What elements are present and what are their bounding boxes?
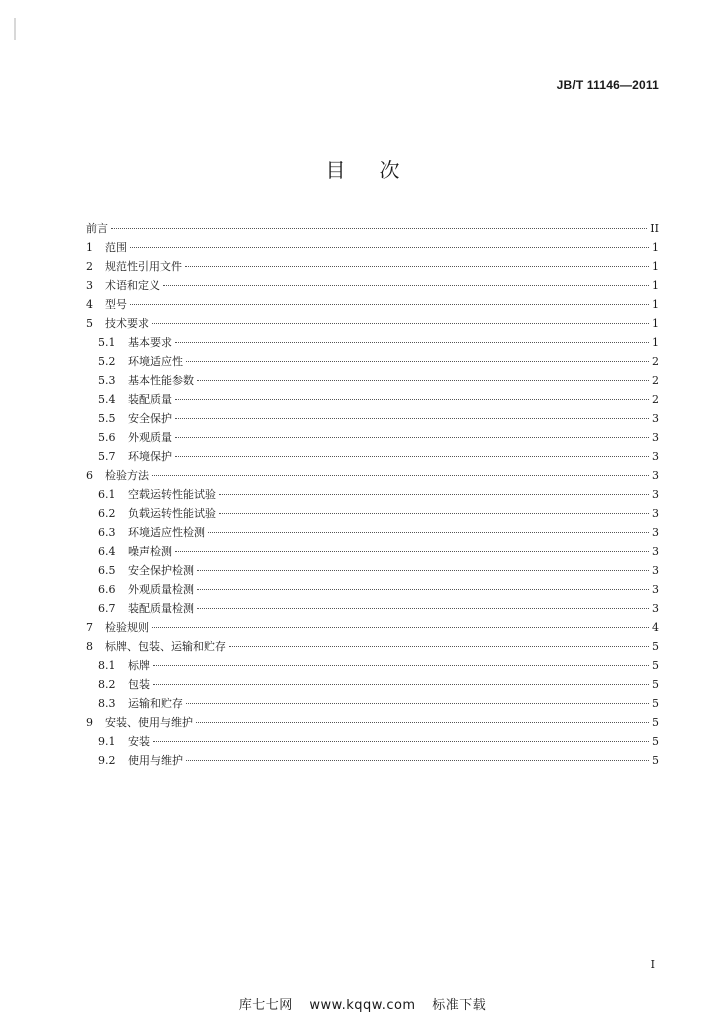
- toc-entry[interactable]: [86, 580, 659, 599]
- toc-dot-leader: [130, 247, 649, 248]
- toc-entry-number: 5.1: [98, 336, 116, 349]
- toc-entry-label: 外观质量: [128, 431, 172, 444]
- toc-entry-page: 3: [652, 469, 659, 482]
- toc-dot-leader: [153, 741, 649, 742]
- toc-entry[interactable]: [86, 295, 659, 314]
- toc-entry-label: 运输和贮存: [128, 697, 183, 710]
- toc-entry-label: 使用与维护: [128, 754, 183, 767]
- toc-entry-label: 空载运转性能试验: [128, 488, 216, 501]
- toc-entry[interactable]: [86, 542, 659, 561]
- toc-entry-page: 3: [652, 431, 659, 444]
- toc-entry-page: 1: [652, 317, 659, 330]
- toc-dot-leader: [111, 228, 647, 229]
- toc-dot-leader: [175, 437, 649, 438]
- toc-entry[interactable]: [86, 694, 659, 713]
- toc-entry-number: 8.2: [98, 678, 116, 691]
- toc-entry-label: 环境适应性: [128, 355, 183, 368]
- toc-dot-leader: [197, 589, 649, 590]
- toc-entry-page: 3: [652, 602, 659, 615]
- toc-entry[interactable]: [86, 751, 659, 770]
- toc-dot-leader: [152, 627, 649, 628]
- toc-entry-number: 9: [86, 716, 93, 729]
- footer-url: www.kqqw.com: [309, 998, 416, 1013]
- toc-dot-leader: [163, 285, 649, 286]
- toc-entry-number: 8: [86, 640, 93, 653]
- toc-entry-number: 5.5: [98, 412, 116, 425]
- toc-entry-number: 1: [86, 241, 93, 254]
- footer-site-name: 库七七网: [238, 998, 293, 1013]
- toc-entry[interactable]: [86, 713, 659, 732]
- toc-entry[interactable]: [86, 276, 659, 295]
- toc-entry[interactable]: [86, 371, 659, 390]
- toc-entry-number: 3: [86, 279, 93, 292]
- scan-artifact: [14, 18, 16, 40]
- footer-watermark: [0, 994, 725, 1013]
- toc-entry-page: 1: [652, 336, 659, 349]
- toc-entry-page: 3: [652, 583, 659, 596]
- toc-entry[interactable]: [86, 352, 659, 371]
- toc-entry-page: 2: [652, 355, 659, 368]
- toc-entry[interactable]: [86, 409, 659, 428]
- toc-entry-page: 5: [652, 754, 659, 767]
- toc-entry-number: 9.1: [98, 735, 116, 748]
- toc-entry-page: 5: [652, 716, 659, 729]
- toc-dot-leader: [130, 304, 649, 305]
- toc-entry-page: II: [650, 222, 659, 235]
- toc-entry-page: 5: [652, 697, 659, 710]
- toc-entry-label: 装配质量检测: [128, 602, 194, 615]
- toc-entry-page: 3: [652, 488, 659, 501]
- standard-code: JB/T 11146—2011: [556, 78, 659, 92]
- toc-entry[interactable]: [86, 599, 659, 618]
- toc-entry-page: 3: [652, 545, 659, 558]
- toc-entry[interactable]: [86, 561, 659, 580]
- toc-entry-number: 6.4: [98, 545, 116, 558]
- toc-entry-label: 范围: [105, 241, 127, 254]
- toc-entry-page: 3: [652, 526, 659, 539]
- toc-dot-leader: [229, 646, 649, 647]
- toc-dot-leader: [186, 703, 649, 704]
- toc-entry-number: 4: [86, 298, 93, 311]
- toc-entry-number: 5: [86, 317, 93, 330]
- toc-dot-leader: [186, 760, 649, 761]
- toc-entry[interactable]: [86, 428, 659, 447]
- toc-entry[interactable]: [86, 485, 659, 504]
- toc-entry-number: 7: [86, 621, 93, 634]
- toc-dot-leader: [153, 665, 649, 666]
- toc-entry-page: 3: [652, 450, 659, 463]
- toc-entry-label: 标牌: [128, 659, 150, 672]
- toc-entry-label: 基本性能参数: [128, 374, 194, 387]
- footer-tagline: 标准下载: [432, 998, 487, 1013]
- toc-entry[interactable]: [86, 504, 659, 523]
- toc-entry-label: 安全保护: [128, 412, 172, 425]
- toc-dot-leader: [152, 475, 649, 476]
- toc-entry-page: 3: [652, 507, 659, 520]
- toc-dot-leader: [196, 722, 649, 723]
- page-number: I: [650, 958, 655, 971]
- toc-entry[interactable]: [86, 637, 659, 656]
- toc-entry-page: 2: [652, 374, 659, 387]
- toc-dot-leader: [219, 513, 649, 514]
- toc-title: 目次: [325, 158, 434, 182]
- toc-entry-number: 9.2: [98, 754, 116, 767]
- toc-entry-number: 6.1: [98, 488, 116, 501]
- toc-entry-label: 安装: [128, 735, 150, 748]
- toc-entry[interactable]: [86, 238, 659, 257]
- toc-entry[interactable]: [86, 447, 659, 466]
- toc-entry[interactable]: [86, 257, 659, 276]
- toc-dot-leader: [153, 684, 649, 685]
- toc-entry-page: 3: [652, 412, 659, 425]
- toc-entry[interactable]: [86, 618, 659, 637]
- toc-dot-leader: [208, 532, 649, 533]
- toc-entry-page: 4: [652, 621, 659, 634]
- toc-entry-number: 8.3: [98, 697, 116, 710]
- toc-dot-leader: [152, 323, 649, 324]
- toc-entry-label: 噪声检测: [128, 545, 172, 558]
- toc-dot-leader: [185, 266, 649, 267]
- toc-entry-page: 2: [652, 393, 659, 406]
- toc-dot-leader: [175, 342, 649, 343]
- toc-dot-leader: [197, 570, 649, 571]
- toc-dot-leader: [175, 399, 649, 400]
- toc-entry-label: 装配质量: [128, 393, 172, 406]
- toc-entry[interactable]: [86, 314, 659, 333]
- toc-entry-number: 6.6: [98, 583, 116, 596]
- toc-entry-label: 安装、使用与维护: [105, 716, 193, 729]
- toc-dot-leader: [186, 361, 649, 362]
- toc-entry-number: 5.3: [98, 374, 116, 387]
- toc-entry-label: 前言: [86, 222, 108, 235]
- toc-entry-label: 检验规则: [105, 621, 149, 634]
- toc-entry-page: 5: [652, 678, 659, 691]
- toc-entry-number: 5.7: [98, 450, 116, 463]
- toc-entry-label: 环境保护: [128, 450, 172, 463]
- toc-entry-label: 包装: [128, 678, 150, 691]
- toc-entry-page: 1: [652, 241, 659, 254]
- toc-entry-label: 外观质量检测: [128, 583, 194, 596]
- toc-dot-leader: [219, 494, 649, 495]
- toc-entry-label: 检验方法: [105, 469, 149, 482]
- toc-entry-label: 标牌、包装、运输和贮存: [105, 640, 226, 653]
- toc-entry-page: 3: [652, 564, 659, 577]
- toc-entry-page: 5: [652, 640, 659, 653]
- toc-entry-number: 8.1: [98, 659, 116, 672]
- toc-entry[interactable]: [86, 466, 659, 485]
- toc-entry-number: 5.6: [98, 431, 116, 444]
- toc-entry-page: 5: [652, 735, 659, 748]
- toc-entry[interactable]: [86, 390, 659, 409]
- toc-entry[interactable]: [86, 219, 659, 238]
- toc-dot-leader: [197, 608, 649, 609]
- toc-dot-leader: [175, 456, 649, 457]
- toc-entry-number: 5.2: [98, 355, 116, 368]
- toc-entry[interactable]: [86, 656, 659, 675]
- toc-entry-number: 2: [86, 260, 93, 273]
- table-of-contents: [86, 219, 659, 770]
- toc-entry[interactable]: [86, 675, 659, 694]
- toc-entry[interactable]: [86, 333, 659, 352]
- toc-entry-number: 6: [86, 469, 93, 482]
- toc-entry-label: 安全保护检测: [128, 564, 194, 577]
- toc-dot-leader: [175, 551, 649, 552]
- toc-entry-page: 1: [652, 260, 659, 273]
- toc-entry-number: 5.4: [98, 393, 116, 406]
- toc-dot-leader: [197, 380, 649, 381]
- toc-entry-page: 1: [652, 298, 659, 311]
- toc-entry-label: 负载运转性能试验: [128, 507, 216, 520]
- toc-entry-number: 6.3: [98, 526, 116, 539]
- toc-entry-label: 环境适应性检测: [128, 526, 205, 539]
- toc-entry-label: 规范性引用文件: [105, 260, 182, 273]
- toc-entry-label: 技术要求: [105, 317, 149, 330]
- toc-entry[interactable]: [86, 523, 659, 542]
- toc-entry-label: 基本要求: [128, 336, 172, 349]
- toc-entry-number: 6.2: [98, 507, 116, 520]
- toc-entry-page: 1: [652, 279, 659, 292]
- toc-entry-number: 6.5: [98, 564, 116, 577]
- toc-dot-leader: [175, 418, 649, 419]
- toc-entry[interactable]: [86, 732, 659, 751]
- toc-entry-page: 5: [652, 659, 659, 672]
- toc-entry-label: 型号: [105, 298, 127, 311]
- toc-entry-label: 术语和定义: [105, 279, 160, 292]
- toc-entry-number: 6.7: [98, 602, 116, 615]
